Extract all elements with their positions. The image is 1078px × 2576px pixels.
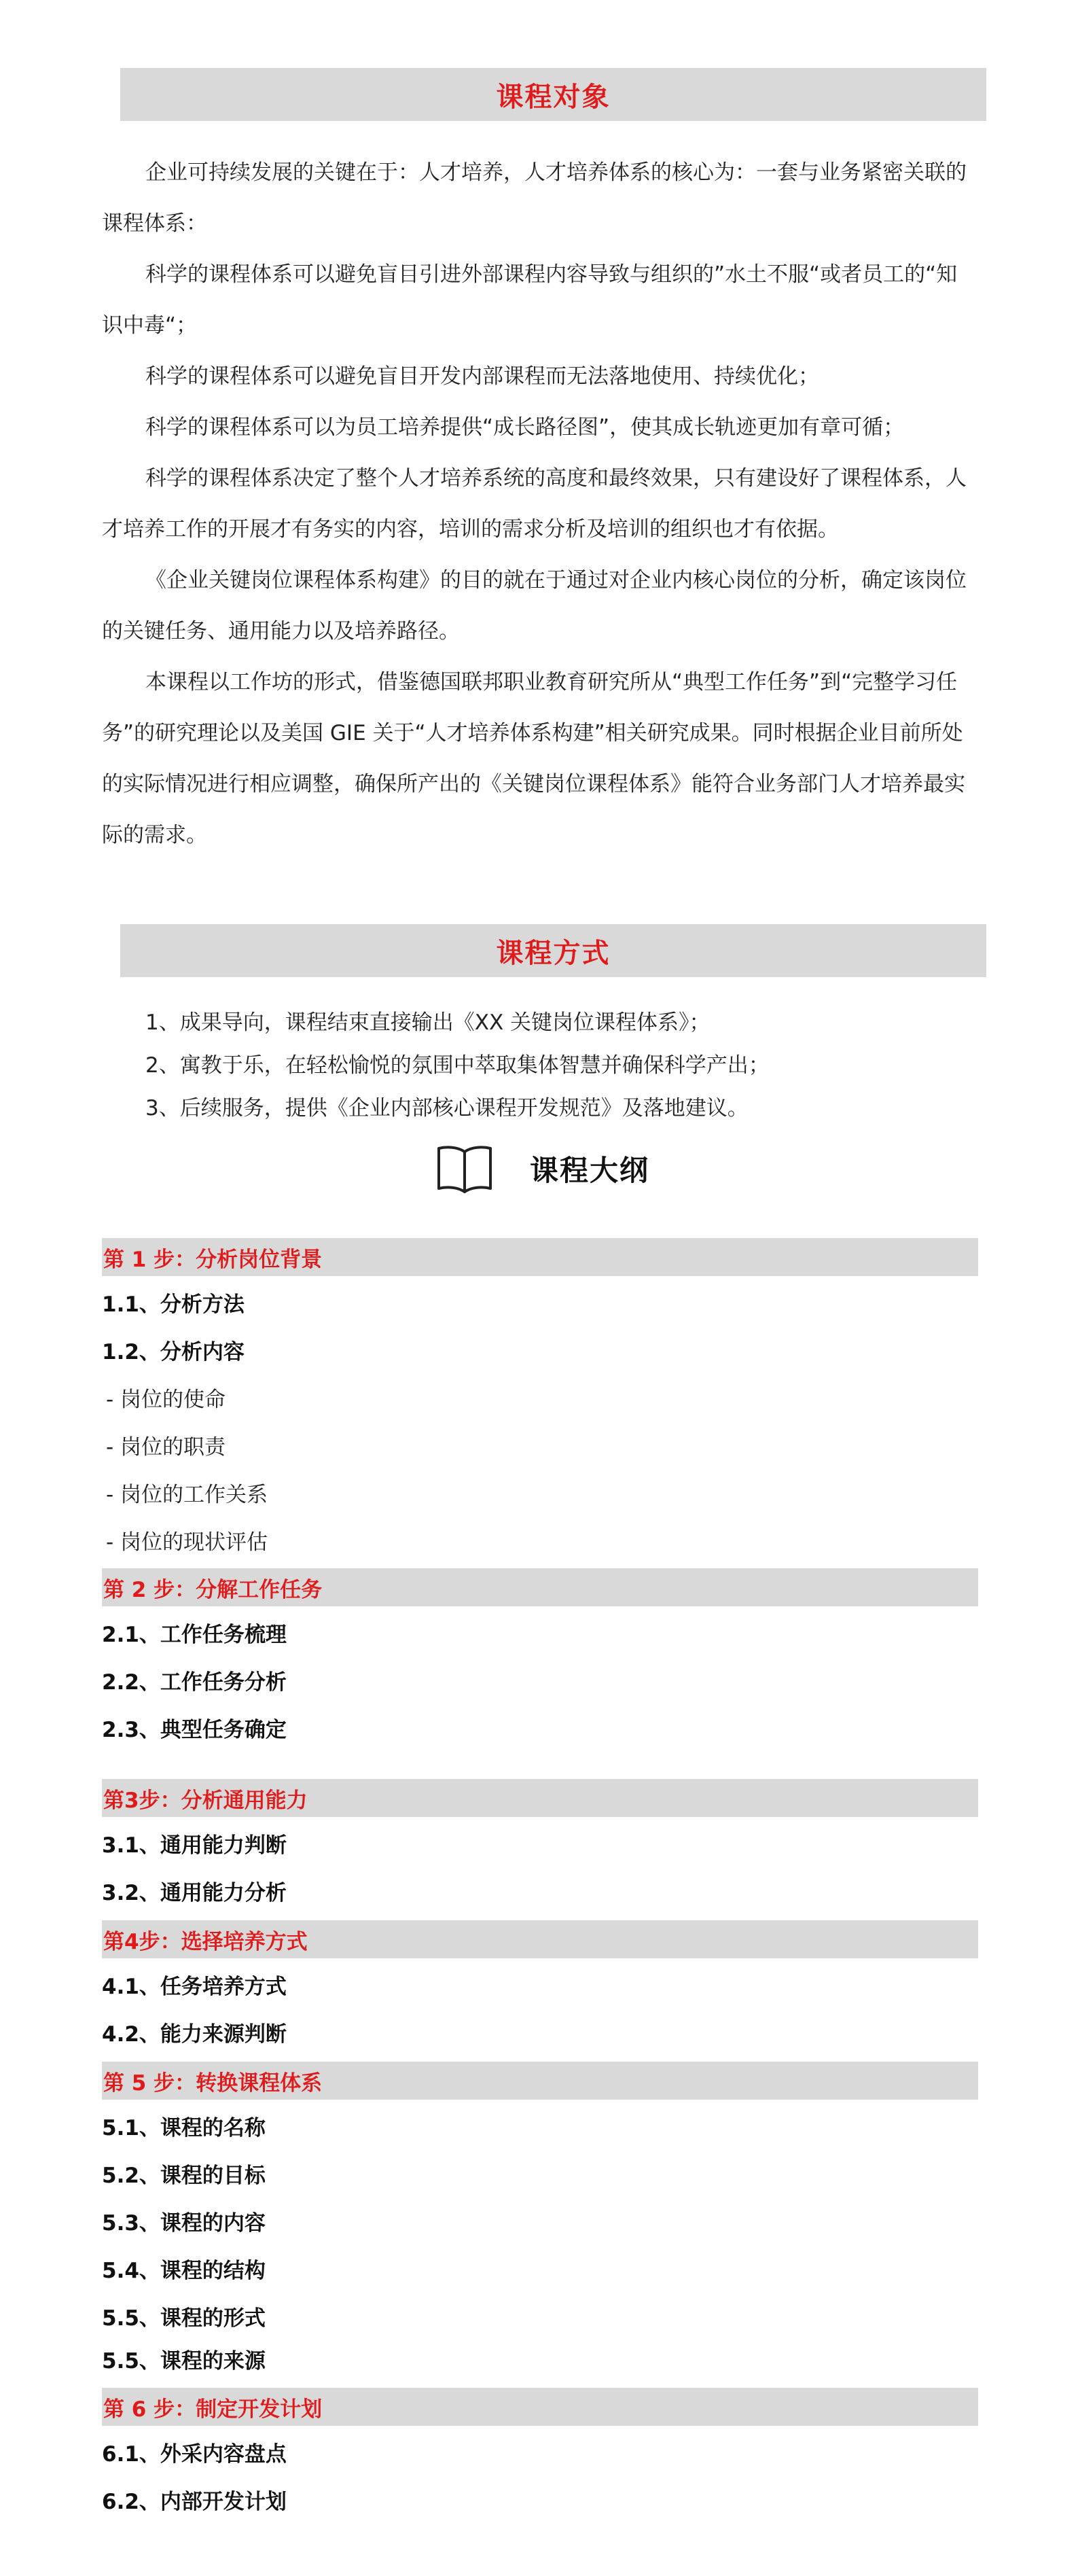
step-3-item-2: 3.2、通用能力分析 xyxy=(102,1881,287,1905)
step-5-item-3: 5.3、课程的内容 xyxy=(102,2211,266,2236)
step-1-bullet-3: - 岗位的工作关系 xyxy=(106,1483,268,1507)
target-paragraph-3: 科学的课程体系可以避免盲目开发内部课程而无法落地使用、持续优化； xyxy=(145,364,819,389)
step-5-item-1: 5.1、课程的名称 xyxy=(102,2116,266,2140)
step-title-5: 第 5 步：转换课程体系 xyxy=(103,2070,323,2096)
section-title-target: 课程对象 xyxy=(496,81,611,113)
step-bar-6 xyxy=(102,2388,978,2426)
section-bar-target xyxy=(120,68,986,121)
outline-title: 课程大纲 xyxy=(530,1154,650,1187)
book-icon xyxy=(435,1144,495,1194)
step-title-1: 第 1 步：分析岗位背景 xyxy=(103,1247,323,1272)
target-paragraph-7: 本课程以工作坊的形式，借鉴德国联邦职业教育研究所从“典型工作任务”到“完整学习任务”的研究理论以及美国 GIE 关于“人才培养体系构建”相关研究成果。同时根据企业目前所处的实际情况进行相应调整，确保所产出的《关键岗位课程体系》能符合业务部门人才培养最实际的需求。 xyxy=(102,670,965,847)
step-bar-4 xyxy=(102,1920,978,1958)
step-1-item-2: 1.2、分析内容 xyxy=(102,1340,245,1364)
method-item-2: 2、寓教于乐，在轻松愉悦的氛围中萃取集体智慧并确保科学产出； xyxy=(145,1053,770,1078)
step-2-item-2: 2.2、工作任务分析 xyxy=(102,1670,287,1695)
method-item-1: 1、成果导向，课程结束直接输出《XX 关键岗位课程体系》； xyxy=(145,1010,711,1035)
step-title-4: 第4步：选择培养方式 xyxy=(103,1929,308,1954)
step-title-2: 第 2 步：分解工作任务 xyxy=(103,1577,323,1602)
target-paragraph-4: 科学的课程体系可以为员工培养提供“成长路径图”，使其成长轨迹更加有章可循； xyxy=(145,415,905,440)
step-bar-3 xyxy=(102,1779,978,1817)
step-2-item-1: 2.1、工作任务梳理 xyxy=(102,1623,287,1647)
step-4-item-1: 4.1、任务培养方式 xyxy=(102,1975,287,1999)
section-bar-method xyxy=(120,924,986,977)
step-2-item-3: 2.3、典型任务确定 xyxy=(102,1718,287,1742)
method-item-3: 3、后续服务，提供《企业内部核心课程开发规范》及落地建议。 xyxy=(145,1096,749,1121)
step-5-item-5: 5.5、课程的形式 xyxy=(102,2306,266,2331)
section-title-method: 课程方式 xyxy=(496,937,611,969)
target-paragraph-1: 企业可持续发展的关键在于：人才培养，人才培养体系的核心为：一套与业务紧密关联的课程体系： xyxy=(102,160,967,236)
step-1-item-1: 1.1、分析方法 xyxy=(102,1292,245,1317)
step-1-bullet-1: - 岗位的使命 xyxy=(106,1388,226,1412)
outline-header xyxy=(435,1142,649,1196)
step-1-bullet-2: - 岗位的职责 xyxy=(106,1435,226,1460)
step-title-6: 第 6 步：制定开发计划 xyxy=(103,2397,323,2422)
step-1-bullet-4: - 岗位的现状评估 xyxy=(106,1530,268,1555)
step-bar-5 xyxy=(102,2062,978,2100)
step-6-item-1: 6.1、外采内容盘点 xyxy=(102,2442,287,2467)
step-5-item-4: 5.4、课程的结构 xyxy=(102,2259,266,2283)
step-title-3: 第3步：分析通用能力 xyxy=(103,1788,308,1813)
step-4-item-2: 4.2、能力来源判断 xyxy=(102,2022,287,2047)
step-bar-1 xyxy=(102,1238,978,1276)
step-6-item-2: 6.2、内部开发计划 xyxy=(102,2490,287,2514)
target-paragraph-5: 科学的课程体系决定了整个人才培养系统的高度和最终效果，只有建设好了课程体系，人才培养工作的开展才有务实的内容，培训的需求分析及培训的组织也才有依据。 xyxy=(102,466,967,542)
target-paragraph-6: 《企业关键岗位课程体系构建》的目的就在于通过对企业内核心岗位的分析，确定该岗位的关键任务、通用能力以及培养路径。 xyxy=(102,568,967,643)
step-5-item-2: 5.2、课程的目标 xyxy=(102,2164,266,2188)
target-paragraph-2: 科学的课程体系可以避免盲目引进外部课程内容导致与组织的”水土不服“或者员工的“知识中毒“； xyxy=(102,262,958,338)
step-5-item-6: 5.5、课程的来源 xyxy=(102,2349,266,2374)
step-bar-2 xyxy=(102,1568,978,1606)
step-3-item-1: 3.1、通用能力判断 xyxy=(102,1833,287,1858)
